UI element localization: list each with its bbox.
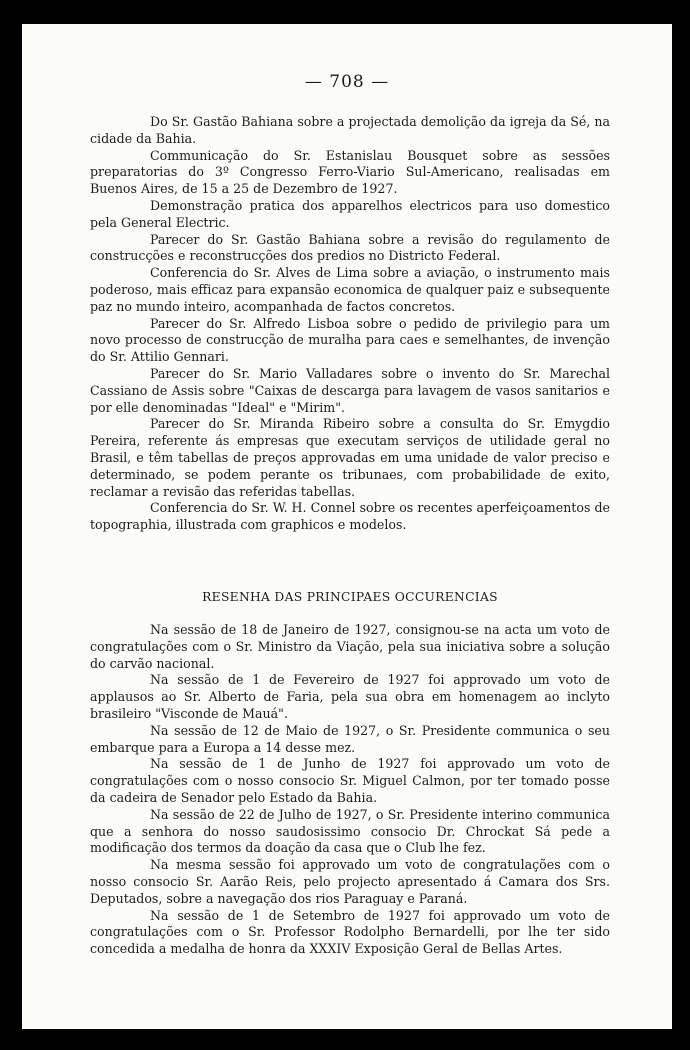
paragraph-february-session: Na sessão de 1 de Fevereiro de 1927 foi approvado um voto de applausos ao Sr. Alberto de Faria, pela sua obra em homenagem ao inclyto brasileiro "Visconde de Mauá". (90, 672, 610, 721)
section-heading: RESENHA DAS PRINCIPAES OCCURENCIAS (202, 590, 498, 604)
occurrences-list (90, 622, 610, 958)
paragraph-building-regulation: Parecer do Sr. Gastão Bahiana sobre a revisão do regulamento de construcções e reconstrucções dos predios no Districto Federal. (90, 231, 610, 264)
paragraph-privilege-request: Parecer do Sr. Alfredo Lisboa sobre o pedido de privilegio para um novo processo de construcção de muralha para caes e semelhantes, de invenção do Sr. Attilio Gennari. (90, 315, 610, 365)
paragraph-january-session: Na sessão de 18 de Janeiro de 1927, consignou-se na acta um voto de congratulações com o Sr. Ministro da Viação, pela sua iniciativa sobre a solução do carvão nacional. (90, 622, 610, 671)
proceedings-list (90, 114, 610, 534)
paragraph-july-session: Na sessão de 22 de Julho de 1927, o Sr. Presidente interino communica que a senhora do nosso saudosissimo consocio Dr. Chrockat Sá pede a modificação dos termos da doação da casa que o Club lhe fez. (90, 806, 610, 856)
document-page (22, 24, 672, 1029)
paragraph-topography-conference: Conferencia do Sr. W. H. Connel sobre os recentes aperfeiçoamentos de topographia, illustrada com graphicos e modelos. (90, 500, 610, 533)
paragraph-may-session: Na sessão de 12 de Maio de 1927, o Sr. Presidente communica o seu embarque para a Europa a 14 desse mez. (90, 722, 610, 755)
paragraph-same-session: Na mesma sessão foi approvado um voto de congratulações com o nosso consocio Sr. Aarão Reis, pelo projecto apresentado á Camara dos Srs. Deputados, sobre a navegação dos rios Paraguay e Paraná. (90, 857, 610, 906)
paragraph-aviation-conference: Conferencia do Sr. Alves de Lima sobre a aviação, o instrumento mais poderoso, mais efficaz para expansão economica de qualquer paiz e subsequente paz no mundo inteiro, acompanhada de factos concretos. (90, 265, 610, 314)
paragraph-demolition-se: Do Sr. Gastão Bahiana sobre a projectada demolição da igreja da Sé, na cidade da Bahia. (90, 114, 610, 146)
paragraph-flush-tanks: Parecer do Sr. Mario Valladares sobre o invento do Sr. Marechal Cassiano de Assis sobre "Caixas de descarga para lavagem de vasos sanitarios e por elle denominadas "Ideal" e "Mirim". (90, 365, 610, 415)
paragraph-september-session: Na sessão de 1 de Setembro de 1927 foi approvado um voto de congratulações com o Sr. Professor Rodolpho Bernardelli, por lhe ter sido concedida a medalha de honra da XXXIV Exposição Geral de Bellas Artes. (90, 907, 610, 957)
paragraph-general-electric: Demonstração pratica dos apparelhos electricos para uso domestico pela General Electric. (90, 197, 610, 230)
paragraph-ferro-viario-congress: Communicação do Sr. Estanislau Bousquet sobre as sessões preparatorias do 3º Congresso Ferro-Viario Sul-Americano, realisadas em Buenos Aires, de 15 a 25 de Dezembro de 1927. (90, 147, 610, 197)
paragraph-utility-tariffs: Parecer do Sr. Miranda Ribeiro sobre a consulta do Sr. Emygdio Pereira, referente ás empresas que executam serviços de utilidade geral no Brasil, e têm tabellas de preços approvadas em uma unidade de valor preciso e determinado, se podem perante os tribunaes, com probabilidade de exito, reclamar a revisão das referidas tabellas. (90, 416, 610, 499)
page-number: — 708 — (304, 72, 390, 92)
paragraph-june-session: Na sessão de 1 de Junho de 1927 foi approvado um voto de congratulações com o nosso consocio Sr. Miguel Calmon, por ter tomado posse da cadeira de Senador pelo Estado da Bahia. (90, 756, 610, 805)
